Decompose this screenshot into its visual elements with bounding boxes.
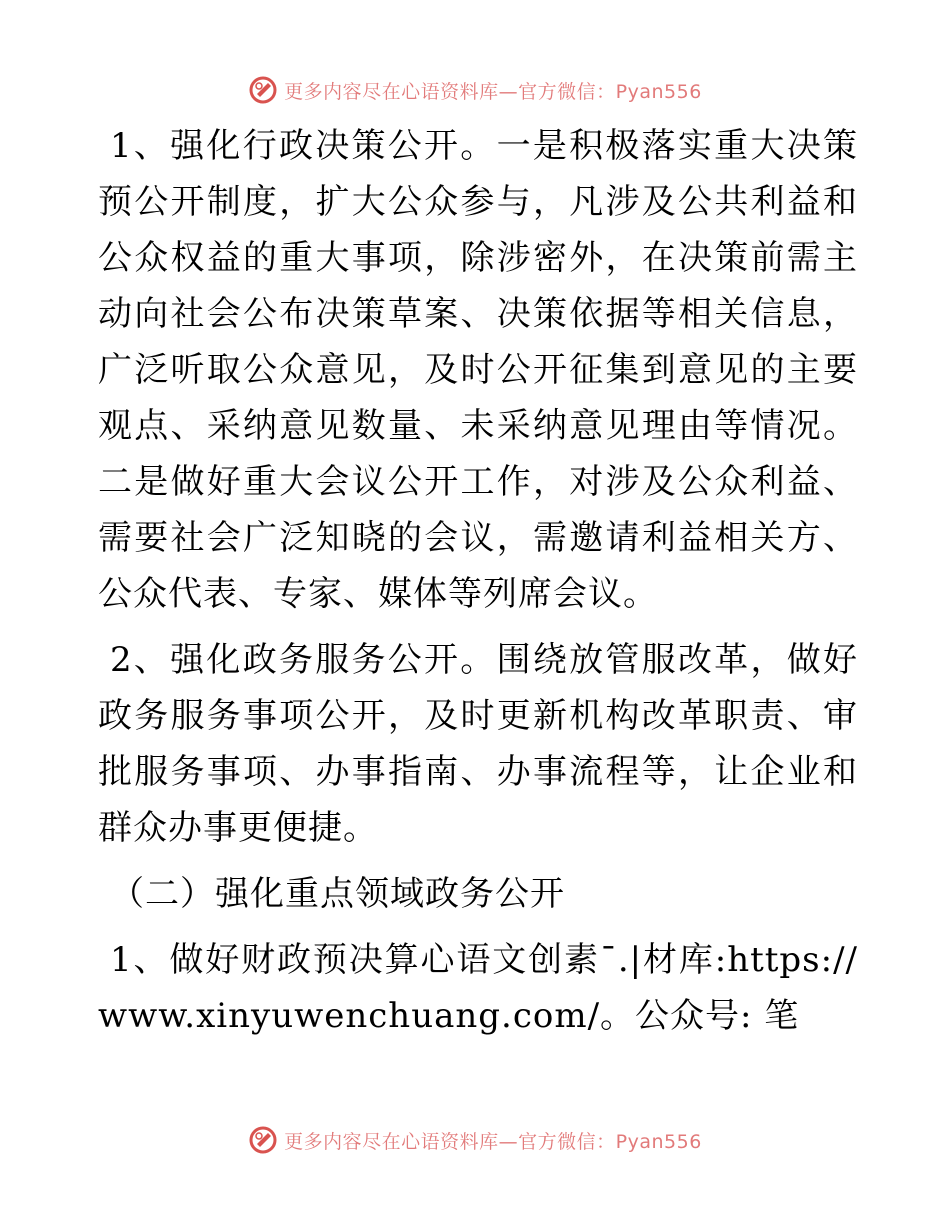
brand-logo-icon bbox=[248, 75, 278, 105]
brand-logo-icon bbox=[248, 1125, 278, 1155]
header-watermark bbox=[0, 70, 950, 110]
paragraph-budget-disclosure: 1、做好财政预决算心语文创素¯.|材库:https://www.xinyuwenchuang.com/。公众号: 笔 bbox=[98, 940, 858, 1036]
paragraph-decision-disclosure: 1、强化行政决策公开。一是积极落实重大决策预公开制度，扩大公众参与，凡涉及公共利益和公众权益的重大事项，除涉密外，在决策前需主动向社会公布决策草案、决策依据等相关信息，广泛听取公众意见，及时公开征集到意见的主要观点、采纳意见数量、未采纳意见理由等情况。二是做好重大会议公开工作，对涉及公众利益、需要社会广泛知晓的会议，需邀请利益相关方、公众代表、专家、媒体等列席会议。 bbox=[98, 126, 858, 614]
document-body bbox=[98, 118, 858, 1044]
section-heading: （二）强化重点领域政务公开 bbox=[110, 874, 565, 914]
paragraph-service-disclosure: 2、强化政务服务公开。围绕放管服改革，做好政务服务事项公开，及时更新机构改革职责、审批服务事项、办事指南、办事流程等，让企业和群众办事更便捷。 bbox=[98, 640, 858, 848]
watermark-text: 更多内容尽在心语资料库—官方微信：Pyan556 bbox=[284, 1130, 702, 1153]
footer-watermark bbox=[0, 1120, 950, 1160]
watermark-text: 更多内容尽在心语资料库—官方微信：Pyan556 bbox=[284, 80, 702, 103]
